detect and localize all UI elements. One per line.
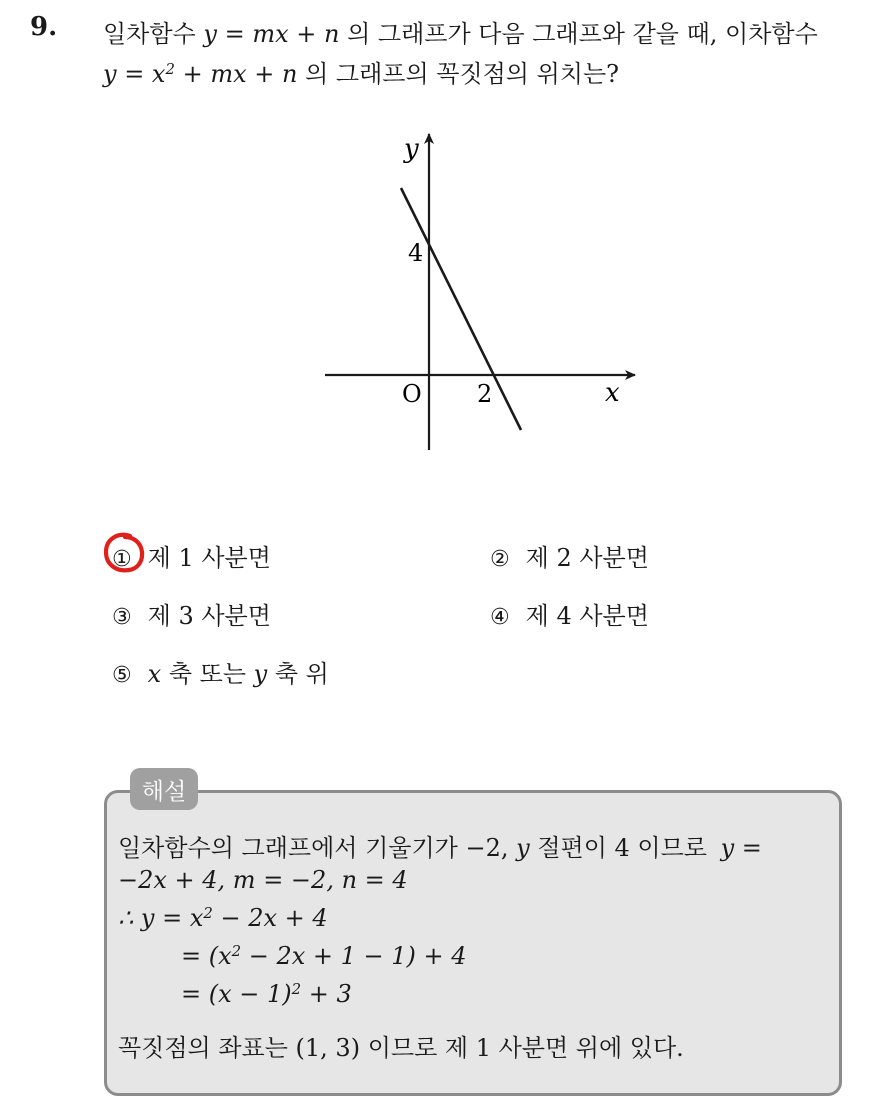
choice-4[interactable] — [490, 596, 649, 631]
solution-line-4: = $(x^2 - 2x + 1 - 1) + 4$ — [181, 941, 467, 970]
solution-tab: 해설 — [130, 768, 198, 810]
linear-function-graph — [300, 120, 660, 470]
y-axis-label: y — [404, 134, 419, 164]
choice-3-number: ③ — [112, 605, 132, 630]
choice-5-text-a: 축 또는 — [168, 660, 247, 688]
choice-5-number: ⑤ — [112, 663, 132, 688]
choice-3[interactable] — [112, 596, 271, 631]
solution-line-1: 일차함수의 그래프에서 기울기가 −2, y 절편이 4 이므로 y = — [118, 834, 762, 862]
linear-function-equation: y = mx + n — [203, 20, 340, 48]
solution-line-3: ∴ $y = x^2 - 2x + 4$ — [118, 903, 328, 932]
question-line-1 — [103, 14, 818, 49]
choice-2[interactable] — [490, 538, 649, 573]
question-text: 일차함수 — [103, 20, 196, 48]
choice-2-text: 제 2 사분면 — [525, 544, 649, 572]
solution-line-5: = $(x - 1)^2 + 3$ — [181, 979, 352, 1008]
choice-3-text: 제 3 사분면 — [147, 602, 271, 630]
question-line-2 — [103, 54, 619, 89]
origin-label: O — [402, 380, 422, 408]
question-text-end: 의 그래프의 꼭짓점의 위치는? — [305, 60, 620, 88]
choice-4-text: 제 4 사분면 — [525, 602, 649, 630]
choice-5-text-b: 축 위 — [274, 660, 329, 688]
solution-line-2: −2x + 4, m = −2, n = 4 — [118, 866, 408, 894]
quadratic-function-equation: $y = x^2$ + mx + n — [103, 59, 298, 88]
x-axis-label: x — [605, 378, 620, 408]
choice-1-text: 제 1 사분면 — [147, 544, 271, 572]
y-intercept-label: 4 — [408, 239, 424, 267]
choice-4-number: ④ — [490, 605, 510, 630]
choice-2-number: ② — [490, 547, 510, 572]
question-text-cont: 의 그래프가 다음 그래프와 같을 때, 이차함수 — [347, 20, 818, 48]
choice-1-number: ① — [112, 547, 132, 572]
choice-5[interactable] — [112, 654, 329, 689]
choice-5-y: y — [253, 660, 268, 688]
choice-5-x: x — [147, 660, 162, 688]
question-number: 9. — [30, 12, 58, 42]
x-intercept-label: 2 — [477, 380, 493, 408]
solution-line-6: 꼭짓점의 좌표는 (1, 3) 이므로 제 1 사분면 위에 있다. — [118, 1034, 684, 1062]
choice-1[interactable] — [112, 538, 271, 573]
